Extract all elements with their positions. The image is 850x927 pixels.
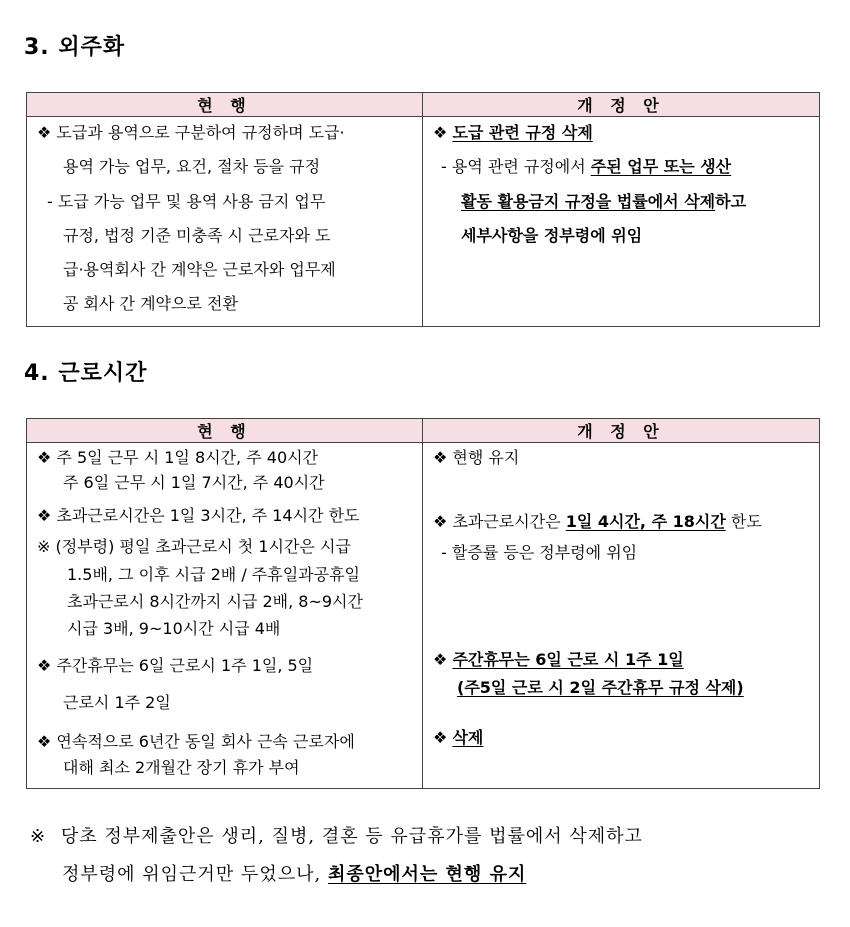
- text-line: ❖ 주 5일 근무 시 1일 8시간, 주 40시간: [37, 448, 319, 467]
- bullet-icon: ❖: [433, 650, 448, 669]
- text-line: 세부사항을 정부령에 위임: [461, 226, 643, 245]
- text-line: 공 회사 간 계약으로 전환: [63, 294, 238, 313]
- amendment-cell: [423, 117, 820, 327]
- bullet-icon: ❖: [433, 728, 448, 747]
- text-line: 주 6일 근무 시 1일 7시간, 주 40시간: [63, 473, 325, 492]
- text-line: [433, 728, 483, 748]
- text-line: ❖ 도급과 용역으로 구분하여 규정하며 도급·: [37, 123, 345, 142]
- emphasis-text: 도급 관련 규정 삭제: [452, 123, 593, 142]
- emphasis-text: (주5일 근로 시 2일 주간휴무 규정 삭제): [457, 678, 744, 697]
- bullet-icon: ❖: [433, 123, 448, 142]
- header-amendment: 개 정 안: [423, 93, 820, 117]
- text-line: 활동 활용금지 규정을 법률에서 삭제하고: [461, 192, 747, 211]
- text-line: - 도급 가능 업무 및 용역 사용 금지 업무: [47, 192, 326, 211]
- text-line: ❖ 초과근로시간은 1일 4시간, 주 18시간 한도: [433, 512, 762, 531]
- text-line: - 용역 관련 규정에서 주된 업무 또는 생산: [441, 157, 732, 176]
- text-line: 시급 3배, 9~10시간 시급 4배: [67, 619, 281, 638]
- emphasis-text: 1일 4시간, 주 18시간: [565, 512, 726, 531]
- footnote-line-2: 정부령에 위임근거만 두었으나, 최종안에서는 현행 유지: [62, 864, 527, 885]
- text-line: [433, 123, 593, 143]
- section-3-title: 3. 외주화: [24, 35, 126, 60]
- text-line: - 할증률 등은 정부령에 위임: [441, 543, 638, 562]
- text-line: 초과근로시 8시간까지 시급 2배, 8~9시간: [67, 592, 363, 611]
- text-line: ❖ 초과근로시간은 1일 3시간, 주 14시간 한도: [37, 506, 360, 525]
- current-cell: [27, 443, 423, 789]
- emphasis-text: 주된 업무 또는 생산: [590, 157, 732, 176]
- text-line: ❖ 현행 유지: [433, 448, 520, 467]
- header-amendment: 개 정 안: [423, 419, 820, 443]
- current-cell: [27, 117, 423, 327]
- header-current: 현 행: [27, 419, 423, 443]
- text-line: 급·용역회사 간 계약은 근로자와 업무제: [63, 260, 336, 279]
- amendment-cell: [423, 443, 820, 789]
- text-line: 규정, 법정 기준 미충족 시 근로자와 도: [63, 226, 331, 245]
- emphasis-text: 최종안에서는 현행 유지: [327, 864, 527, 885]
- text-line: 대해 최소 2개월간 장기 휴가 부여: [63, 758, 300, 777]
- emphasis-text: 삭제: [452, 728, 484, 747]
- emphasis-text: 주간휴무는 6일 근로 시 1주 1일: [452, 650, 684, 669]
- text-line: ❖ 주간휴무는 6일 근로시 1주 1일, 5일: [37, 656, 314, 675]
- header-current: 현 행: [27, 93, 423, 117]
- text-line: ❖ 연속적으로 6년간 동일 회사 근속 근로자에: [37, 732, 355, 751]
- emphasis-text: 활동 활용금지 규정을 법률에서 삭제: [461, 192, 716, 211]
- outsourcing-comparison-table: [26, 92, 820, 327]
- text-line: ※ (정부령) 평일 초과근로시 첫 1시간은 시급: [37, 537, 351, 556]
- note-mark-icon: ※: [30, 826, 47, 847]
- working-hours-comparison-table: [26, 418, 820, 789]
- text-line: 1.5배, 그 이후 시급 2배 / 주휴일과공휴일: [67, 565, 361, 584]
- footnote-line-1: ※ 당초 정부제출안은 생리, 질병, 결혼 등 유급휴가를 법률에서 삭제하고: [30, 826, 643, 847]
- text-line: [457, 678, 744, 698]
- section-4-title: 4. 근로시간: [24, 361, 148, 386]
- text-line: [433, 650, 684, 670]
- text-line: 용역 가능 업무, 요건, 절차 등을 규정: [63, 157, 321, 176]
- text-line: 근로시 1주 2일: [63, 693, 171, 712]
- bullet-icon: ❖: [433, 512, 448, 531]
